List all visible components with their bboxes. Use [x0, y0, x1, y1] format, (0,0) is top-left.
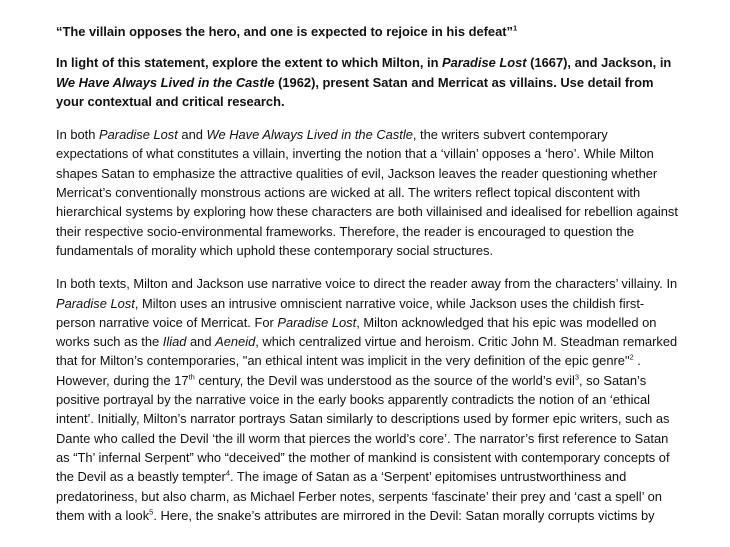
- body-text: . Here, the snake’s attributes are mirrored in the Devil: Satan morally corrupts victims by: [153, 507, 655, 523]
- body-text: , Milton uses an intrusive omniscient narrative voice, while Jackson uses the childish first-person narrative voice of Merricat. For: [56, 295, 645, 330]
- question-text: In light of this statement, explore the extent to which Milton, in: [56, 55, 443, 71]
- work-title: Paradise Lost: [277, 314, 357, 330]
- work-title: We Have Always Lived in the Castle: [56, 74, 275, 90]
- paragraph-intro: [56, 125, 682, 260]
- work-title: Paradise Lost: [442, 55, 527, 71]
- body-text: and: [186, 334, 216, 350]
- footnote-ref: 3: [574, 372, 580, 382]
- body-text: . The image of Satan as a ‘Serpent’ epitomises untrustworthiness and predatoriness, but also charm, as Michael Ferber notes, serpents ‘fascinate’ their prey and ‘cast a spell’ on them with a look: [56, 469, 662, 523]
- essay-question: [56, 53, 682, 111]
- body-text: and: [177, 127, 207, 143]
- body-text: In both texts, Milton and Jackson use narrative voice to direct the reader away from the characters’ villainy. In: [56, 276, 678, 292]
- footnote-ref: 5: [149, 507, 154, 517]
- paragraph-narrative-voice: [56, 274, 682, 525]
- body-text: century, the Devil was understood as the source of the world’s evil: [194, 372, 575, 388]
- work-title: We Have Always Lived in the Castle: [206, 127, 413, 143]
- ordinal-suffix: th: [188, 372, 195, 382]
- work-title: Paradise Lost: [56, 295, 135, 311]
- body-text: , which centralized virtue and heroism. Critic John M. Steadman remarked that for Milton’s contemporaries, "an ethical intent was implicit in the very definition of the epic genre": [56, 334, 678, 369]
- body-text: In both: [56, 127, 100, 143]
- essay-quote: [56, 22, 682, 41]
- work-title: Paradise Lost: [99, 127, 178, 143]
- footnote-ref: 1: [513, 23, 518, 33]
- body-text: , Milton acknowledged that his epic was modelled on works such as the: [56, 314, 657, 350]
- work-title: Aeneid: [215, 334, 256, 350]
- quote-text: “The villain opposes the hero, and one is expected to rejoice in his defeat”: [56, 24, 514, 39]
- question-text: (1667), and Jackson, in: [526, 55, 672, 71]
- footnote-ref: 4: [225, 468, 230, 478]
- body-text: . However, during the 17: [56, 353, 641, 388]
- work-title: Iliad: [162, 334, 187, 350]
- question-text: (1962), present Satan and Merricat as villains. Use detail from your contextual and critical research.: [56, 74, 654, 109]
- body-text: , so Satan’s positive portrayal by the narrative voice in the early books apparently contradicts the notion of an ‘ethical intent’. Initially, Milton’s narrator portrays Satan similarly to descriptions used by former epic writers, such as Dante who called the Devil ‘the ill worm that pierces the world’s core’. The narrator’s first reference to Satan as “Th’ infernal Serpent” who “deceived” the mother of mankind is consistent with contemporary concepts of the Devil as a beastly tempter: [56, 372, 670, 485]
- footnote-ref: 2: [629, 353, 634, 363]
- body-text: , the writers subvert contemporary expectations of what constitutes a villain, inverting the notion that a ‘villain’ opposes a ‘hero’. While Milton shapes Satan to emphasize the attractive qualities of evil, Jackson leaves the reader questioning whether Merricat’s conventionally monstrous actions are wicked at all. The writers reflect topical discontent with hierarchical systems by exploring how these characters are both villainised and idealised for rebellion against their respective socio-environmental frameworks. Therefore, the reader is encouraged to question the fundamentals of morality which uphold these contemporary social structures.: [56, 127, 678, 258]
